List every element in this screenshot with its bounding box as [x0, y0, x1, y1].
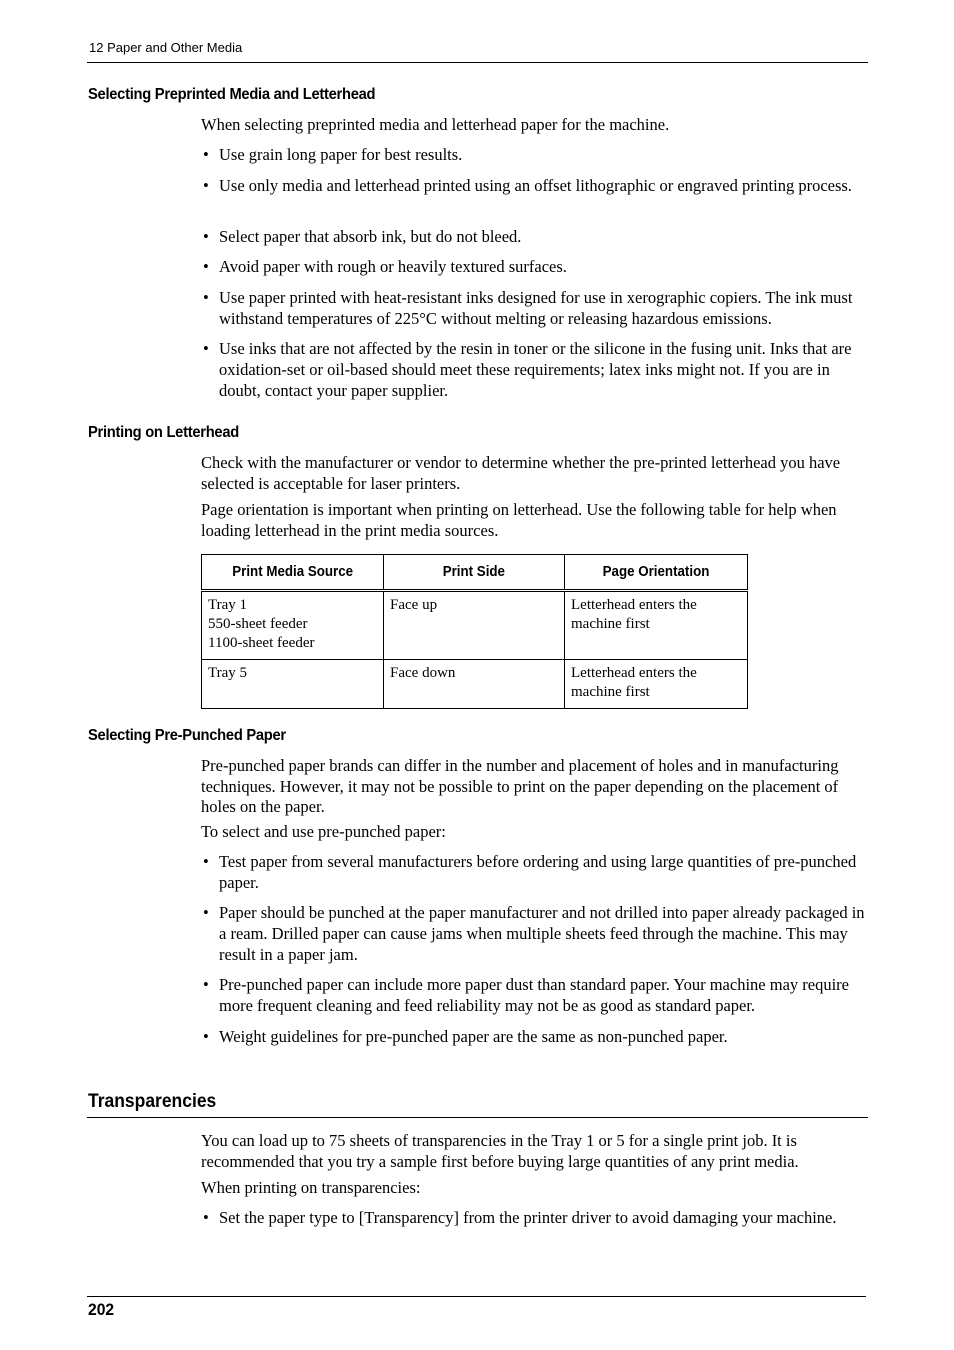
page-number: 202	[88, 1300, 115, 1319]
table-header-source: Print Media Source	[202, 555, 384, 591]
table-cell-orientation: Letterhead enters the machine first	[565, 660, 748, 709]
letterhead-para-1: Check with the manufacturer or vendor to determine whether the pre-printed letterhead you have selected is acceptable for laser printers.	[201, 453, 841, 493]
bullet-icon: •	[203, 975, 209, 994]
letterhead-orientation-table	[201, 554, 748, 709]
bullet-icon: •	[203, 176, 209, 195]
prepunched-bullet-2: Paper should be punched at the paper manufacturer and not drilled into paper already packaged in a ream. Drilled paper can cause jams when multiple sheets feed through the machine. This may result in a paper jam.	[219, 903, 865, 964]
letterhead-para-2: Page orientation is important when printing on letterhead. Use the following table for help when loading letterhead in the print media sources.	[201, 500, 837, 540]
transparencies-para-1: You can load up to 75 sheets of transparencies in the Tray 1 or 5 for a single print job. It is recommended that you try a sample first before buying large quantities of any print media.	[201, 1131, 799, 1171]
table-row	[202, 591, 748, 660]
bullet-icon: •	[203, 903, 209, 922]
bullet-icon: •	[203, 1208, 209, 1227]
running-header: 12 Paper and Other Media	[89, 40, 243, 55]
section-rule	[87, 1117, 868, 1118]
bullet-icon: •	[203, 339, 209, 358]
prepunched-para-2: To select and use pre-punched paper:	[201, 822, 446, 841]
table-header-row	[202, 555, 748, 591]
preprinted-bullet-6: Use inks that are not affected by the resin in toner or the silicone in the fusing unit. Inks that are oxidation-set or oil-based should meet these requirements; latex inks might not. If you are in doubt, contact your paper supplier.	[219, 339, 852, 400]
section-title-preprinted: Selecting Preprinted Media and Letterhead	[88, 86, 376, 103]
prepunched-bullet-4: Weight guidelines for pre-punched paper are the same as non-punched paper.	[219, 1027, 728, 1046]
transparencies-para-2: When printing on transparencies:	[201, 1178, 421, 1197]
section-title-transparencies: Transparencies	[88, 1091, 217, 1112]
preprinted-bullet-2: Use only media and letterhead printed using an offset lithographic or engraved printing process.	[219, 176, 852, 195]
transparencies-bullet-1: Set the paper type to [Transparency] from the printer driver to avoid damaging your machine.	[219, 1208, 837, 1227]
table-cell-side: Face down	[384, 660, 565, 709]
section-title-letterhead: Printing on Letterhead	[88, 424, 239, 441]
table-row	[202, 660, 748, 709]
table-header-side: Print Side	[384, 555, 565, 591]
bullet-icon: •	[203, 145, 209, 164]
bullet-icon: •	[203, 1027, 209, 1046]
section-title-prepunched: Selecting Pre-Punched Paper	[88, 727, 286, 744]
bullet-icon: •	[203, 288, 209, 307]
preprinted-bullet-1: Use grain long paper for best results.	[219, 145, 463, 164]
table-cell-side: Face up	[384, 591, 565, 660]
footer-rule	[87, 1296, 866, 1297]
preprinted-bullet-5: Use paper printed with heat-resistant inks designed for use in xerographic copiers. The ink must withstand temperatures of 225°C without melting or releasing hazardous emissions.	[219, 288, 853, 328]
header-rule	[87, 62, 868, 63]
preprinted-bullet-3: Select paper that absorb ink, but do not bleed.	[219, 227, 522, 246]
table-cell-source: Tray 5	[202, 660, 384, 709]
bullet-icon: •	[203, 227, 209, 246]
prepunched-para-1: Pre-punched paper brands can differ in the number and placement of holes and in manufacturing techniques. However, it may not be possible to print on the paper depending on the placement of holes on the paper.	[201, 756, 839, 816]
table-cell-source: Tray 1 550-sheet feeder 1100-sheet feeder	[202, 591, 384, 660]
bullet-icon: •	[203, 257, 209, 276]
table-header-orientation: Page Orientation	[565, 555, 748, 591]
bullet-icon: •	[203, 852, 209, 871]
preprinted-intro: When selecting preprinted media and letterhead paper for the machine.	[201, 115, 670, 134]
prepunched-bullet-1: Test paper from several manufacturers before ordering and using large quantities of pre-punched paper.	[219, 852, 857, 892]
preprinted-bullet-4: Avoid paper with rough or heavily textured surfaces.	[219, 257, 567, 276]
prepunched-bullet-3: Pre-punched paper can include more paper dust than standard paper. Your machine may require more frequent cleaning and feed reliability may not be as good as standard paper.	[219, 975, 849, 1015]
table-cell-orientation: Letterhead enters the machine first	[565, 591, 748, 660]
